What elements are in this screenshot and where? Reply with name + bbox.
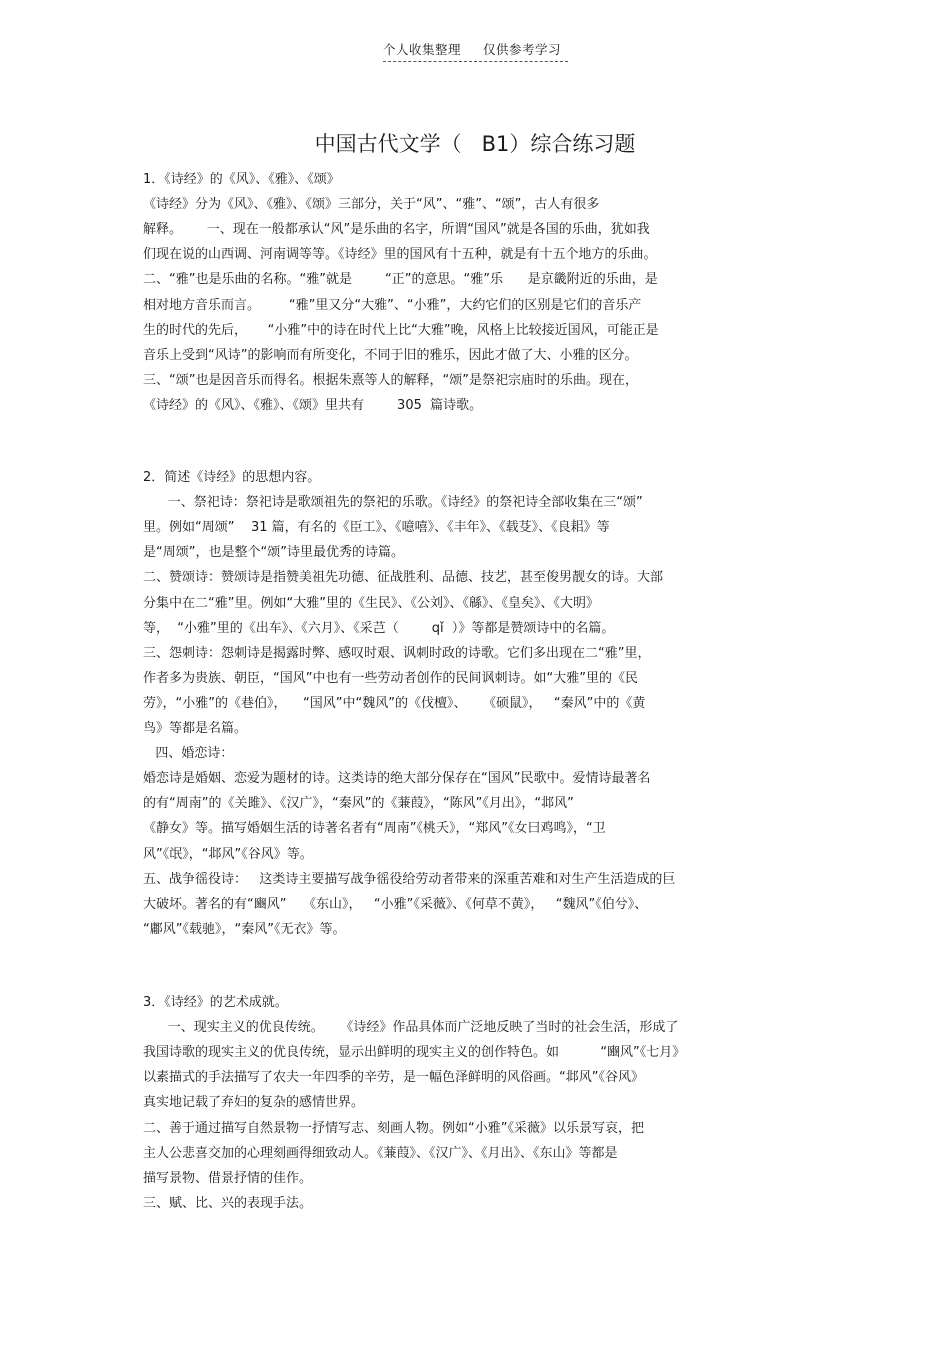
paragraph-line: 《诗经》分为《风》、《雅》、《颂》三部分，关于“风”、“雅”、“颂”，古人有很多 <box>143 197 600 212</box>
paragraph-line: 风”《氓》，“邶风”《谷风》等。 <box>143 847 313 862</box>
paragraph-line: 等， “小雅”里的《出车》、《六月》、《采芑（ qǐ ）》等都是赞颂诗中的名篇。 <box>143 621 615 636</box>
paragraph-line: 三、赋、比、兴的表现手法。 <box>143 1196 313 1211</box>
paragraph-line: 1．《诗经》的《风》、《雅》、《颂》 <box>143 172 340 187</box>
paragraph-line: 《静女》等。描写婚姻生活的诗著名者有“周南”《桃夭》，“郑风”《女曰鸡鸣》，“卫 <box>143 821 606 836</box>
paragraph-line: 二、“雅”也是乐曲的名称。“雅”就是 “正”的意思。“雅”乐 是京畿附近的乐曲，是 <box>143 272 658 287</box>
paragraph-line: 一、祭祀诗：祭祀诗是歌颂祖先的祭祀的乐歌。《诗经》的祭祀诗全部收集在三“颂” <box>143 495 643 510</box>
paragraph-line: 婚恋诗是婚姻、恋爱为题材的诗。这类诗的绝大部分保存在“国风”民歌中。爱情诗最著名 <box>143 771 651 786</box>
header-left-text: 个人收集整理 <box>383 42 462 57</box>
paragraph-line: 劳》，“小雅”的《巷伯》， “国风”中“魏风”的《伐檀》、 《硕鼠》， “秦风”中的《黄 <box>143 696 646 711</box>
paragraph-line: 二、善于通过描写自然景物一抒情写志、刻画人物。例如“小雅”《采薇》以乐景写哀，把 <box>143 1121 644 1136</box>
paragraph-line: 我国诗歌的现实主义的优良传统，显示出鲜明的现实主义的创作特色。如 “豳风”《七月》 <box>143 1045 686 1060</box>
paragraph-line: 二、赞颂诗：赞颂诗是指赞美祖先功德、征战胜利、品德、技艺，甚至俊男靓女的诗。大部 <box>143 570 664 585</box>
paragraph-line: 是“周颂”，也是整个“颂”诗里最优秀的诗篇。 <box>143 545 404 560</box>
header-right-text: 仅供参考学习 <box>483 42 562 57</box>
paragraph-line: 相对地方音乐而言。 “雅”里又分“大雅”、“小雅”，大约它们的区别是它们的音乐产 <box>143 298 642 313</box>
paragraph-line: 解释。 一、现在一般都承认“风”是乐曲的名字，所谓“国风”就是各国的乐曲，犹如我 <box>143 222 650 237</box>
paragraph-line: 以素描式的手法描写了农夫一年四季的辛劳，是一幅色泽鲜明的风俗画。“邶风”《谷风》 <box>143 1070 644 1085</box>
document-title: 中国古代文学（ B1）综合练习题 <box>314 132 636 156</box>
paragraph-line: 一、现实主义的优良传统。 《诗经》作品具体而广泛地反映了当时的社会生活，形成了 <box>143 1020 679 1035</box>
paragraph-line: 三、“颂”也是因音乐而得名。根据朱熹等人的解释，“颂”是祭祀宗庙时的乐曲。现在， <box>143 373 638 388</box>
paragraph-line: 五、战争徭役诗： 这类诗主要描写战争徭役给劳动者带来的深重苦难和对生产生活造成的巨 <box>143 872 676 887</box>
paragraph-line: 真实地记载了弃妇的复杂的感情世界。 <box>143 1095 365 1110</box>
paragraph-line: 音乐上受到“风诗”的影响而有所变化，不同于旧的雅乐，因此才做了大、小雅的区分。 <box>143 348 638 363</box>
paragraph-line: “鄘风”《载驰》，“秦风”《无衣》等。 <box>143 922 346 937</box>
paragraph-line: 大破坏。著名的有“豳风” 《东山》， “小雅”《采薇》、《何草不黄》， “魏风”《伯兮》、 <box>143 897 648 912</box>
paragraph-line: 生的时代的先后， “小雅”中的诗在时代上比“大雅”晚，风格上比较接近国风，可能正是 <box>143 323 659 338</box>
paragraph-line: 三、怨刺诗：怨刺诗是揭露时弊、感叹时艰、讽刺时政的诗歌。它们多出现在二“雅”里， <box>143 646 651 661</box>
paragraph-line: 的有“周南”的《关雎》、《汉广》，“秦风”的《蒹葭》，“陈风”《月出》，“邶风” <box>143 796 574 811</box>
paragraph-line: 四、婚恋诗： <box>143 746 234 761</box>
paragraph-line: 分集中在二“雅”里。例如“大雅”里的《生民》、《公刘》、《緜》、《皇矣》、《大明》 <box>143 596 599 611</box>
paragraph-line: 作者多为贵族、朝臣，“国风”中也有一些劳动者创作的民间讽刺诗。如“大雅”里的《民 <box>143 671 638 686</box>
paragraph-line: 主人公悲喜交加的心理刻画得细致动人。《蒹葭》、《汉广》、《月出》、《东山》等都是 <box>143 1146 618 1161</box>
paragraph-line: 3．《诗经》的艺术成就。 <box>143 995 288 1010</box>
paragraph-line: 鸟》等都是名篇。 <box>143 721 248 736</box>
paragraph-line: 《诗经》的《风》、《雅》、《颂》里共有 305 篇诗歌。 <box>143 398 483 413</box>
paragraph-line: 2．简述《诗经》的思想内容。 <box>143 470 321 485</box>
paragraph-line: 描写景物、借景抒情的佳作。 <box>143 1171 313 1186</box>
paragraph-line: 们现在说的山西调、河南调等等。《诗经》里的国风有十五种，就是有十五个地方的乐曲。 <box>143 247 657 262</box>
page-header <box>383 40 568 62</box>
paragraph-line: 里。例如“周颂” 31 篇，有名的《臣工》、《噫嘻》、《丰年》、《载芟》、《良耜》等 <box>143 520 610 535</box>
